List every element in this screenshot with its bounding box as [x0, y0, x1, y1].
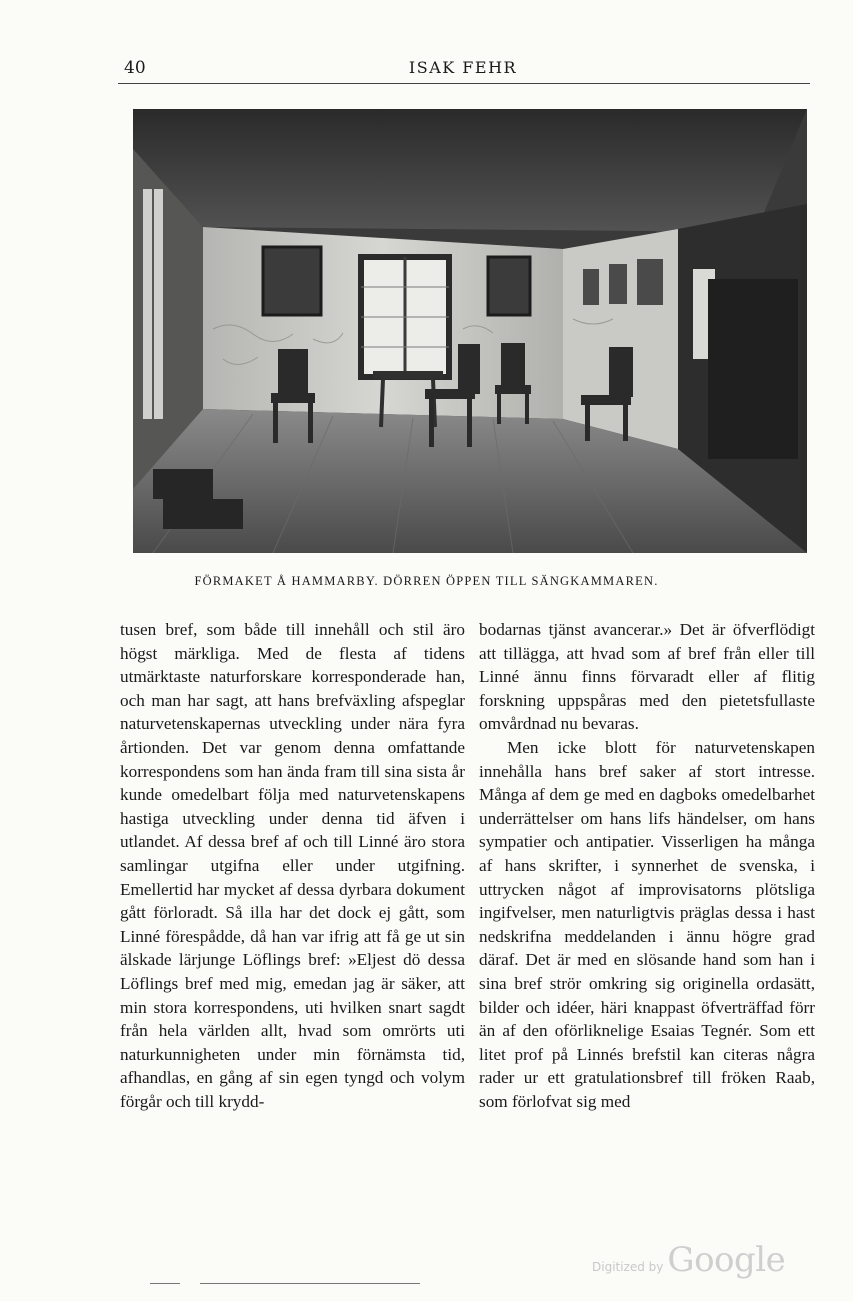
page-number: 40 — [124, 58, 146, 78]
open-door — [708, 279, 798, 459]
text-column-right — [479, 618, 815, 1113]
portrait-right — [488, 257, 530, 315]
footer-rule — [150, 1283, 180, 1284]
paragraph: Men icke blott för naturvetenskapen innehålla hans bref saker af stort intresse. Många af dem ge med en dagboks omedelbarhet underrättelser om hans lifs händelser, om hans sympatier och antipatier. Visserligen ha många af hans skrifter, i synnerhet de svenska, i uttrycken något af improvisatorns plötsliga ingifvelser, men naturligtvis präglas dessa i hast nedskrifna meddelanden i ännu högre grad däraf. Det är med en slösande hand som han i sina bref strör omkring sig originella ordasätt, bilder och idéer, häri knappast öfverträffad förr än af den oförliknelige Esaias Tegnér. Som ett litet prof på Linnés brefstil kan citeras några rader ur ett gratulationsbref till fröken Raab, som förlofvat sig med — [479, 737, 815, 1111]
running-head: ISAK FEHR — [408, 58, 518, 77]
room-photograph — [133, 109, 807, 553]
page-header — [118, 56, 808, 84]
digitized-watermark — [592, 1240, 785, 1280]
portrait-left — [263, 247, 321, 315]
figure-caption: FÖRMAKET Å HAMMARBY. DÖRREN ÖPPEN TILL SÄNGKAMMAREN. — [194, 574, 659, 588]
table — [373, 371, 443, 379]
text-column-left — [120, 618, 465, 1113]
paragraph: tusen bref, som både till innehåll och stil äro högst märkliga. Med de flesta af tidens utmärktaste naturforskare korresponderade han, och man har sagt, att hans brefväxling afspeglar naturvetenskapernas utveckling under nära fyra årtionden. Det var genom denna omfattande korrespondens som han ända fram till sina sista år kunde omedelbart följa med naturvetenskapens hastiga utveckling under denna tid äfven i utlandet. Af dessa bref af och till Linné äro stora samlingar utgifna eller under utgifning. Emellertid har mycket af dessa dyrbara dokument gått förloradt. Så illa har det dock ej gått, som Linné förespådde, då han var ifrig att få ge ut sin älskade lärjunge Löflings bref: »Eljest dö dessa Löflings bref med mig, emedan jag är säker, att min stora korrespondens, uti hvilken snart sagdt från hela världen allt, hvad som omrörts uti naturkunnigheten under min förnämsta tid, afhandlas, en gång af sin egen tyngd och volym förgår och till krydd- — [120, 620, 465, 1111]
header-rule — [118, 83, 810, 84]
google-logo: Google — [667, 1240, 786, 1280]
footer-rule — [200, 1283, 420, 1284]
paragraph: bodarnas tjänst avancerar.» Det är öfverflödigt att tillägga, att hvad som af bref från eller till Linné ännu finns förvaradt eller af flitig forskning uppspåras med den pietetsfullaste omvårdnad nu bevaras. — [479, 620, 815, 734]
watermark-prefix: Digitized by — [592, 1260, 664, 1274]
